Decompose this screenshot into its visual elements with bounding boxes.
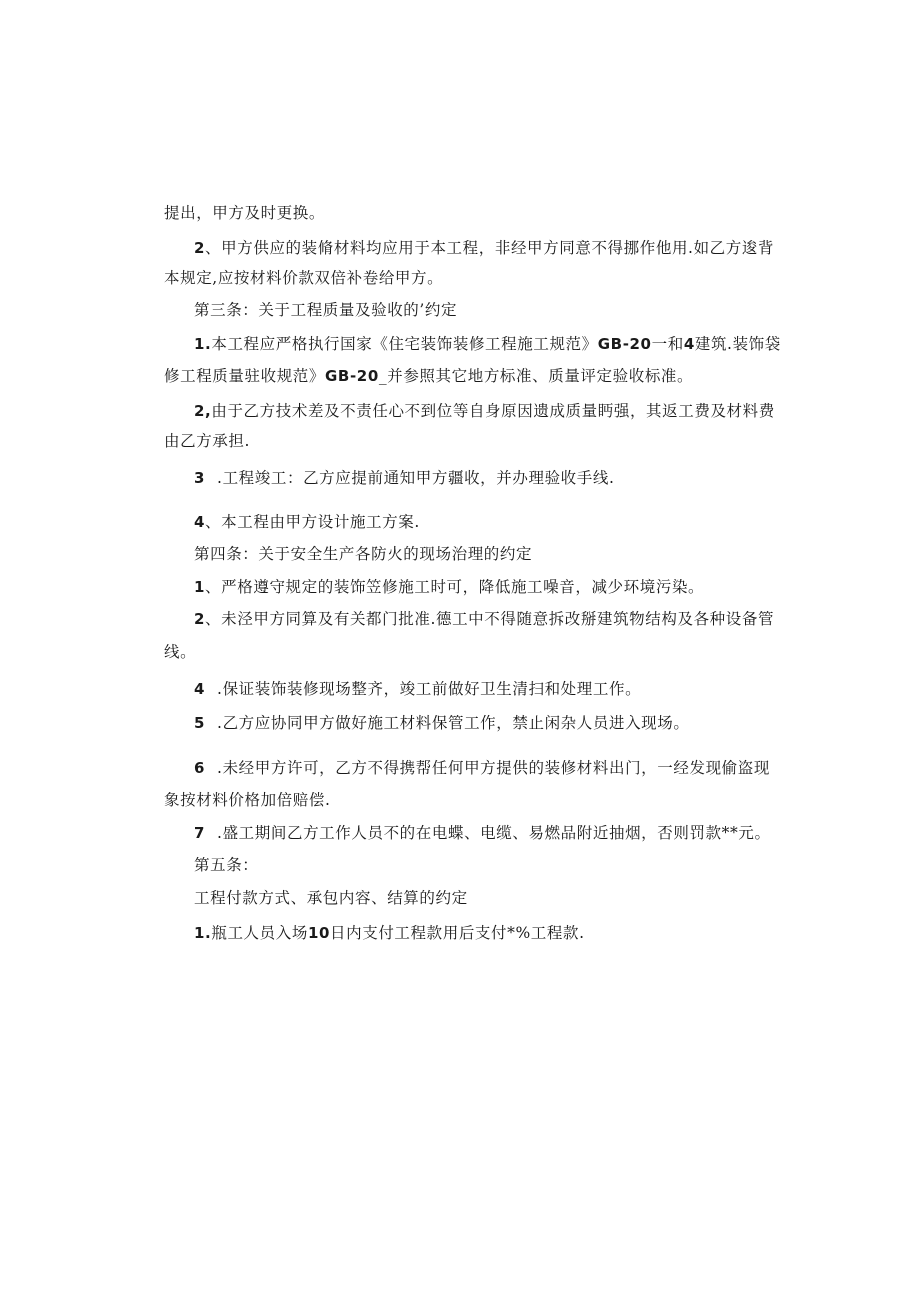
- paragraph-line: 1.瓶工人员入场10日内支付工程款用后支付*%工程款.: [194, 924, 585, 942]
- paragraph-line: 由乙方承担.: [164, 432, 251, 450]
- section-subheading: 工程付款方式、承包内容、结算的约定: [194, 889, 468, 907]
- paragraph-line: 7 .盛工期间乙方工作人员不的在电蝶、电缆、易燃品附近抽烟，否则罚款**元。: [194, 824, 771, 842]
- paragraph-line: 线。: [164, 643, 197, 661]
- paragraph-line: 6 .未经甲方许可，乙方不得携帮任何甲方提供的装修材料出门，一经发现偷盗现: [194, 759, 770, 777]
- paragraph-line: 象按材料价格加倍赔偿.: [164, 791, 331, 809]
- paragraph-line: 1.本工程应严格执行国家《住宅装饰装修工程施工规范》GB-20一和4建筑.装饰袋: [194, 335, 781, 353]
- paragraph-line: 4 .保证装饰装修现场整齐，竣工前做好卫生清扫和处理工作。: [194, 680, 642, 698]
- paragraph-line: 2、甲方供应的装脩材料均应用于本工程，非经甲方同意不得挪作他用.如乙方逡背: [194, 239, 775, 257]
- paragraph-line: 3 .工程竣工：乙方应提前通知甲方疆收，并办理验收手线.: [194, 469, 615, 487]
- paragraph-line: 2、未泾甲方同算及有关都门批准.德工中不得随意拆改掰建筑物结构及各种设备管: [194, 610, 775, 628]
- section-heading: 第五条：: [194, 856, 259, 874]
- paragraph-line: 1、严格遵守规定的装饰笠修施工时可，降低施工噪音，减少环境污染。: [194, 578, 705, 596]
- paragraph-line: 4、本工程由甲方设计施工方案.: [194, 513, 420, 531]
- section-heading: 第四条：关于安全生产各防火的现场治理的约定: [194, 545, 533, 563]
- paragraph-line: 2,由于乙方技术差及不责任心不到位等自身原因遗成质量眄强，其返工费及材料费: [194, 402, 775, 420]
- paragraph-line: 本规定,应按材料价款双倍补卷给甲方。: [164, 269, 444, 287]
- section-heading: 第三条：关于工程质量及验收的’约定: [194, 301, 458, 319]
- paragraph-line: 提出，甲方及时更换。: [164, 204, 326, 222]
- paragraph-line: 修工程质量驻收规范》GB-20_并参照其它地方标准、质量评定验收标准。: [164, 367, 694, 385]
- paragraph-line: 5 .乙方应协同甲方做好施工材料保管工作，禁止闲杂人员进入现场。: [194, 714, 690, 732]
